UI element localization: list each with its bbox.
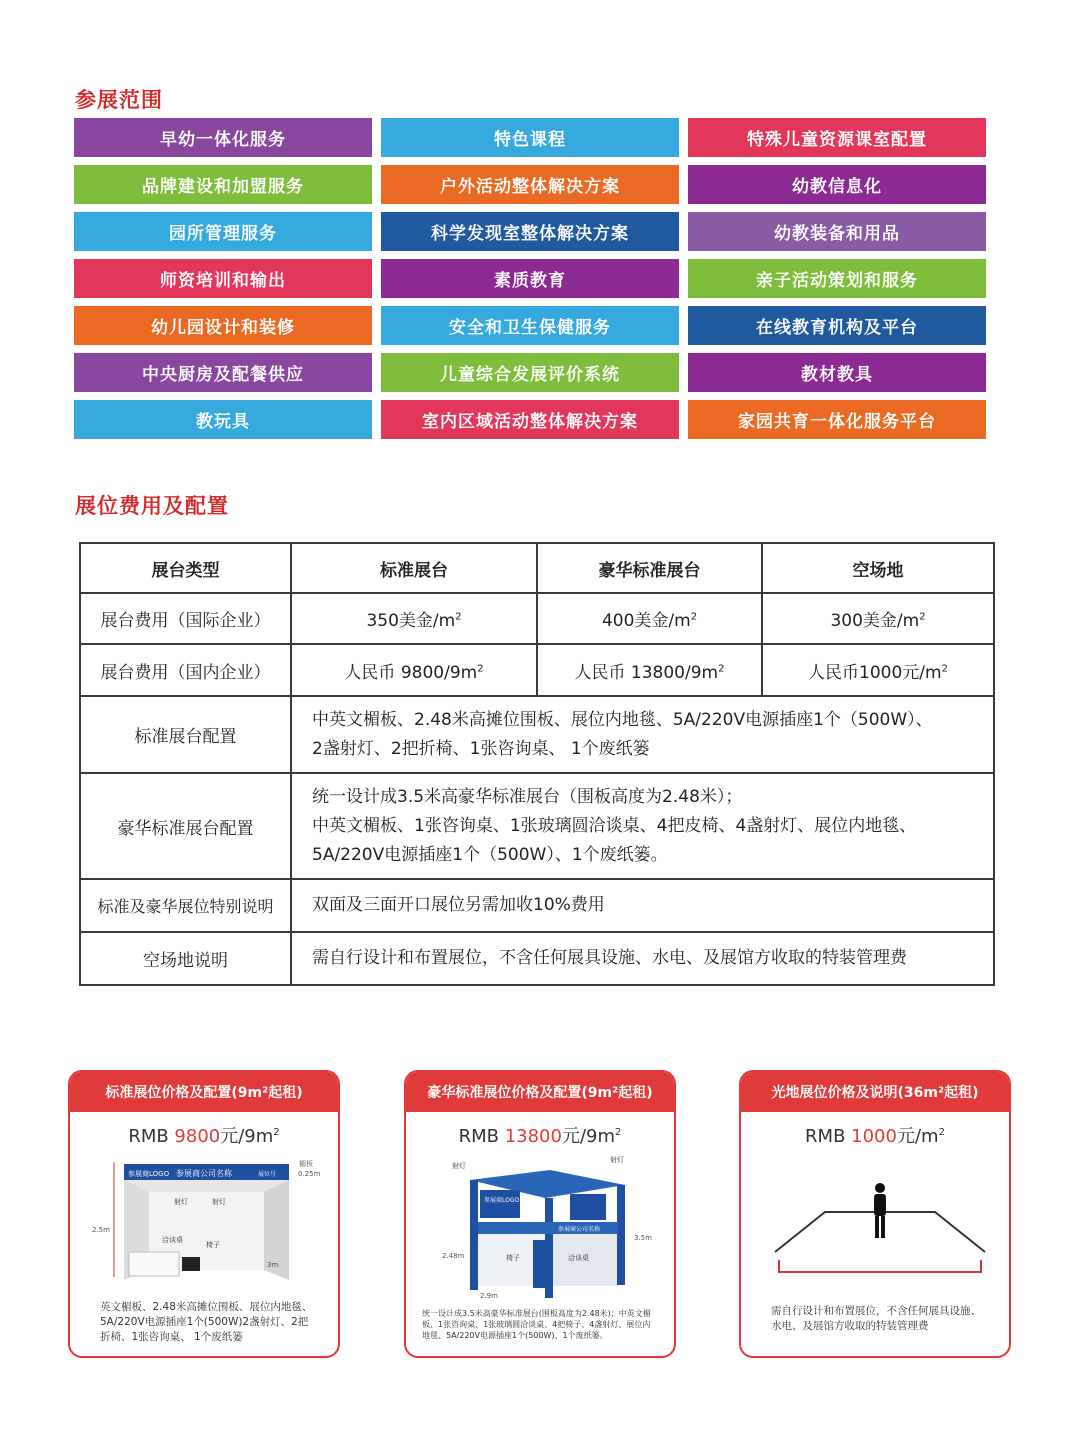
dom-standard-price: 人民币 $9800/9m^2$ [291,644,537,696]
card-title: 豪华标准展位价格及配置(9m²起租) [406,1072,674,1112]
card-title: 标准展位价格及配置(9m²起租) [70,1072,338,1112]
fees-section-title: 展位费用及配置 [75,494,229,518]
luxury-booth-card [404,1070,676,1358]
scope-grid [74,118,987,439]
row-label-domestic: 展台费用（国内企业） [80,644,291,696]
scope-item: 幼儿园设计和装修 [74,306,372,345]
scope-item: 师资培训和输出 [74,259,372,298]
card-description: 需自行设计和布置展位，不含任何展具设施、水电、及展馆方收取的特装管理费 [771,1305,981,1332]
scope-item: 品牌建设和加盟服务 [74,165,372,204]
fig-width-text: 2.9m [480,1292,498,1300]
scope-item: 安全和卫生保健服务 [381,306,679,345]
std-config-text: 中英文楣板、2.48米高摊位围板、展位内地毯、5A/220V电源插座1个（500W）、 2盏射灯、2把折椅、1张咨询桌、 1个废纸篓 [291,696,994,773]
fig-booth-no-text: 展位号 [258,1171,277,1178]
fig-light-text: 射灯 [452,1162,466,1170]
fig-chair-text: 椅子 [506,1254,520,1262]
scope-item: 在线教育机构及平台 [688,306,986,345]
fig-height2-text: 3.5m [634,1234,652,1242]
intl-raw-price: 300美金$/m^2$ [762,593,994,644]
fig-company-text: 参展商公司名称 [176,1169,232,1178]
raw-space-illustration [755,1152,995,1282]
scope-item: 科学发现室整体解决方案 [381,212,679,251]
scope-item: 特色课程 [381,118,679,157]
scope-item: 亲子活动策划和服务 [688,259,986,298]
header-luxury: 豪华标准展台 [537,543,762,593]
row-label-intl: 展台费用（国际企业） [80,593,291,644]
scope-item: 早幼一体化服务 [74,118,372,157]
scope-item: 户外活动整体解决方案 [381,165,679,204]
fig-height1-text: 2.48m [442,1252,465,1260]
standard-booth-card [68,1070,340,1358]
dom-luxury-price: 人民币 $13800/9m^2$ [537,644,762,696]
fees-table [79,542,995,986]
fig-width-text: 3m [267,1261,279,1269]
fig-company-text: 参展商公司名称 [558,1226,601,1233]
fig-table-text: 洽谈桌 [568,1254,589,1262]
intl-standard-price: 350美金$/m^2$ [291,593,537,644]
row-label-std-config: 标准展台配置 [80,696,291,773]
scope-item: 幼教装备和用品 [688,212,986,251]
scope-item: 素质教育 [381,259,679,298]
fig-table-text: 洽谈桌 [162,1236,183,1244]
raw-space-card [739,1070,1011,1358]
lux-config-text: 统一设计成3.5米高豪华标准展台（围板高度为2.48米）； 中英文楣板、1张咨询桌、1张玻璃圆洽谈桌、4把皮椅、4盏射灯、展位内地毯、 5A/220V电源插座1个（500W）、1个废纸篓。 [291,773,994,879]
intl-luxury-price: 400美金$/m^2$ [537,593,762,644]
luxury-booth-illustration [420,1150,660,1300]
scope-item: 儿童综合发展评价系统 [381,353,679,392]
person-icon [875,1183,885,1193]
header-standard: 标准展台 [291,543,537,593]
scope-item: 室内区域活动整体解决方案 [381,400,679,439]
header-raw-space: 空场地 [762,543,994,593]
header-booth-type: 展台类型 [80,543,291,593]
scope-section-title: 参展范围 [75,88,163,112]
scope-item: 教玩具 [74,400,372,439]
raw-note-text: 需自行设计和布置展位，不含任何展具设施、水电、及展馆方收取的特装管理费 [291,932,994,985]
scope-item: 特殊儿童资源课室配置 [688,118,986,157]
dom-raw-price: 人民币1000元$/m^2$ [762,644,994,696]
row-label-lux-config: 豪华标准展台配置 [80,773,291,879]
scope-item: 中央厨房及配餐供应 [74,353,372,392]
fig-board-text: 楣板 [299,1160,313,1168]
card-title: 光地展位价格及说明(36m²起租) [741,1072,1009,1112]
card-description: 统一设计成3.5米高豪华标准展台(围板高度为2.48米)；中英文楣板、1张咨询桌、1张玻璃圆洽谈桌、4把椅子、4盏射灯、展位内地毯、5A/220V电源插座1个(500W)、1个废纸篓。 [422,1309,651,1340]
standard-booth-illustration [84,1152,324,1292]
fig-logo-text: 参展商LOGO [484,1197,520,1204]
fig-height-text: 2.5m [92,1226,110,1234]
row-label-raw-note: 空场地说明 [80,932,291,985]
scope-item: 家园共育一体化服务平台 [688,400,986,439]
card-price: RMB 1000元$/m^2$ [805,1126,945,1147]
scope-item: 教材教具 [688,353,986,392]
special-text: 双面及三面开口展位另需加收10%费用 [291,879,994,932]
card-description: 英文楣板、2.48米高摊位围板、展位内地毯、5A/220V电源插座1个(500W)2盏射灯、2把折椅、1张咨询桌、 1个废纸篓 [100,1301,313,1343]
fig-chair-text: 椅子 [206,1241,220,1249]
fig-light-text: 射灯 [174,1198,188,1206]
fig-board-height: 0.25m [298,1170,321,1178]
fig-logo-text: 参展商LOGO [128,1170,170,1178]
scope-item: 园所管理服务 [74,212,372,251]
card-price: RMB 9800元$/9m^2$ [128,1126,280,1147]
fig-light-text-2: 射灯 [212,1198,226,1206]
scope-item: 幼教信息化 [688,165,986,204]
fig-light-text-2: 射灯 [610,1156,624,1164]
card-price: RMB 13800元$/9m^2$ [458,1126,622,1147]
row-label-special: 标准及豪华展位特别说明 [80,879,291,932]
